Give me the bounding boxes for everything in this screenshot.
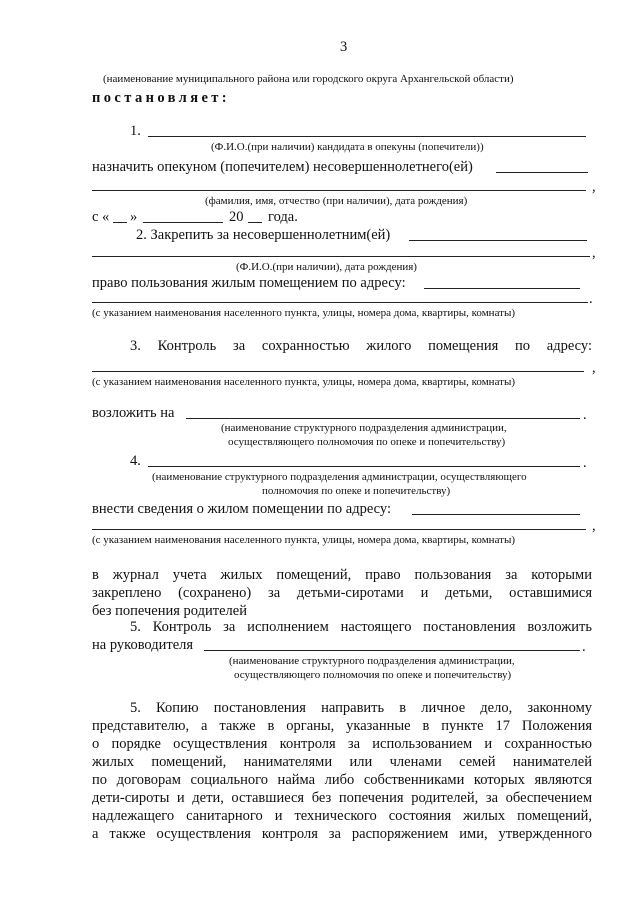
date-from: с « — [92, 209, 110, 225]
item4-comma: , — [592, 518, 596, 534]
head-dept-caption-2: осуществляющего полномочия по опеке и попечительству) — [234, 669, 512, 681]
enter-text: внести сведения о жилом помещении по адресу: — [92, 501, 391, 517]
journal-line-2: закреплено (сохранено) за детьми-сиротами и детьми, оставшимися — [92, 585, 592, 601]
dept-caption-4a: (наименование структурного подразделения администрации, осуществляющего — [152, 471, 527, 483]
date-end: года. — [268, 209, 298, 225]
date-mid: » — [130, 209, 138, 225]
item4-address-line-b[interactable] — [92, 529, 586, 530]
item4-dot: . — [583, 455, 587, 471]
dept-caption-4b: полномочия по опеке и попечительству) — [262, 485, 451, 497]
candidate-caption: (Ф.И.О.(при наличии) кандидата в опекуны (попечители)) — [211, 141, 484, 153]
item3-comma: , — [592, 360, 596, 376]
control-line-2: на руководителя — [92, 637, 194, 653]
minor-fio-caption: (Ф.И.О.(при наличии), дата рождения) — [236, 261, 417, 273]
journal-line-1: в журнал учета жилых помещений, право пользования за которыми — [92, 567, 592, 583]
dept-caption-3b: осуществляющего полномочия по опеке и попечительству) — [228, 436, 506, 448]
copy-line-7: надлежащего санитарного и технического состояния жилых помещений, — [92, 808, 592, 824]
item2-text: 2. Закрепить за несовершеннолетним(ей) — [136, 227, 391, 243]
address-line-a[interactable] — [424, 288, 580, 289]
page-number: 3 — [340, 39, 348, 55]
item3-text: 3. Контроль за сохранностью жилого помещения по адресу: — [130, 338, 592, 354]
date-year-prefix: 20 — [229, 209, 244, 225]
minor-name-line-b[interactable] — [92, 190, 586, 191]
item3-address-line[interactable] — [92, 371, 584, 372]
copy-line-8: а также осуществления контроля за распоряжением ими, утвержденного — [92, 826, 592, 842]
minor-name-line-a[interactable] — [496, 172, 588, 173]
date-day-line[interactable] — [113, 222, 127, 223]
copy-line-5: по договорам социального найма либо собственниками которых являются — [92, 772, 592, 788]
right-text: право пользования жилым помещением по адресу: — [92, 275, 406, 291]
head-dept-line[interactable] — [204, 650, 580, 651]
control-dot: . — [582, 639, 586, 655]
address-caption-2: (с указанием наименования населенного пункта, улицы, номера дома, квартиры, комнаты) — [92, 307, 516, 319]
minor-caption: (фамилия, имя, отчество (при наличии), дата рождения) — [205, 195, 468, 207]
date-month-line[interactable] — [143, 222, 223, 223]
copy-line-4: жилых помещений, нанимателями или членами семей нанимателей — [92, 754, 592, 770]
dept-line-4[interactable] — [148, 466, 580, 467]
head-dept-caption-1: (наименование структурного подразделения администрации, — [229, 655, 515, 667]
item1-comma: , — [592, 179, 596, 195]
address-caption-4: (с указанием наименования населенного пункта, улицы, номера дома, квартиры, комнаты) — [92, 534, 516, 546]
address-line-b[interactable] — [92, 302, 588, 303]
item4-address-line-a[interactable] — [412, 514, 580, 515]
header-caption: (наименование муниципального района или городского округа Архангельской области) — [103, 73, 514, 85]
copy-line-6: дети-сироты и дети, оставшиеся без попечения родителей, за обеспечением — [92, 790, 592, 806]
item3-dot: . — [583, 407, 587, 423]
assign-text: возложить на — [92, 405, 175, 421]
item2-dot: . — [589, 291, 593, 307]
dept-caption-3a: (наименование структурного подразделения администрации, — [221, 422, 507, 434]
minor-fio-line-b[interactable] — [92, 256, 590, 257]
item1-number: 1. — [130, 123, 141, 139]
copy-line-3: о порядке осуществления контроля за использованием и сохранностью — [92, 736, 592, 752]
dept-line-3[interactable] — [186, 418, 580, 419]
candidate-name-line[interactable] — [148, 136, 586, 137]
resolves-heading: постановляет: — [92, 90, 231, 106]
minor-fio-line-a[interactable] — [409, 240, 587, 241]
item2-comma: , — [592, 245, 596, 261]
control-line-1: 5. Контроль за исполнением настоящего постановления возложить — [130, 619, 592, 635]
copy-line-2: представителю, а также в органы, указанные в пункте 17 Положения — [92, 718, 592, 734]
address-caption-3: (с указанием наименования населенного пункта, улицы, номера дома, квартиры, комнаты) — [92, 376, 516, 388]
journal-line-3: без попечения родителей — [92, 603, 247, 619]
appoint-text: назначить опекуном (попечителем) несовершеннолетнего(ей) — [92, 159, 473, 175]
item4-number: 4. — [130, 453, 141, 469]
copy-line-1: 5. Копию постановления направить в личное дело, законному — [130, 700, 592, 716]
date-year-line[interactable] — [248, 222, 262, 223]
